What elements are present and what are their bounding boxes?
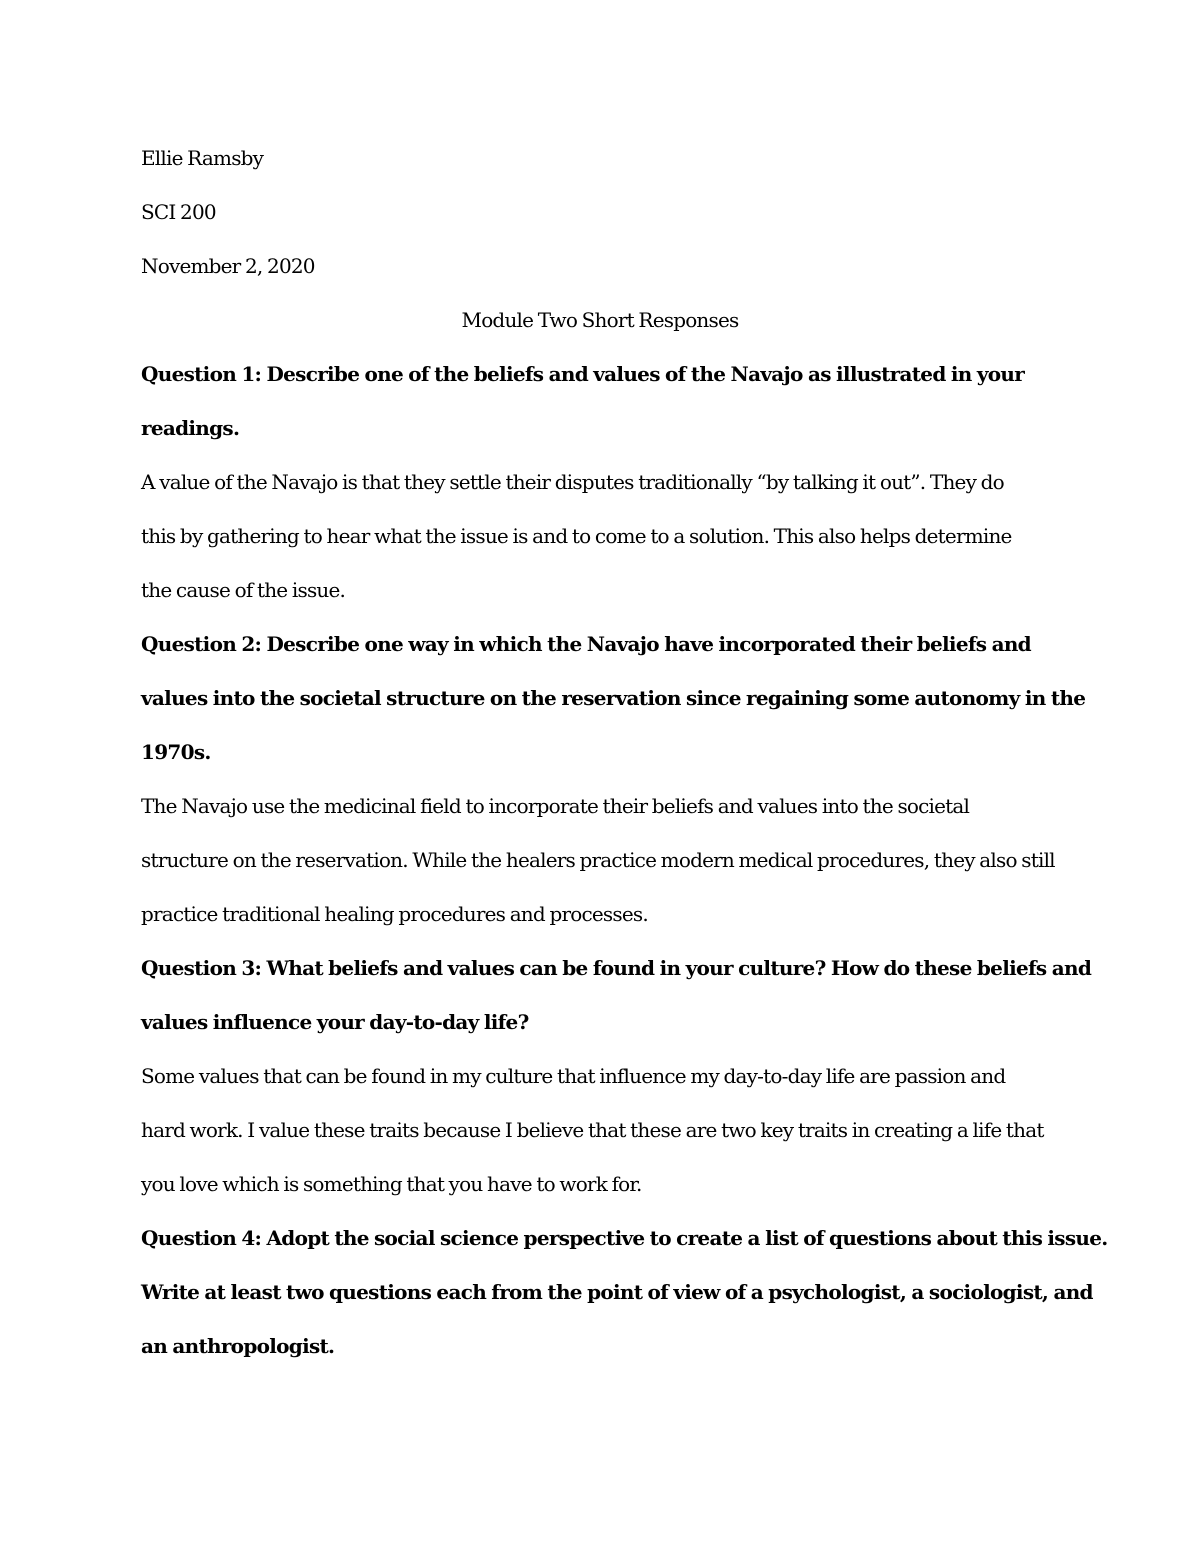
answer-3-line-2: hard work. I value these traits because I believe that these are two key traits in creating a life that (141, 1118, 1044, 1142)
question-2-line-2: values into the societal structure on the reservation since regaining some autonomy in the (141, 686, 1086, 710)
question-section-2 (141, 617, 1086, 941)
answer-3-line-3: you love which is something that you have to work for. (141, 1172, 642, 1196)
answer-2-line-1: The Navajo use the medicinal field to incorporate their beliefs and values into the societal (141, 794, 970, 818)
answer-1-line-3: the cause of the issue. (141, 578, 346, 602)
question-4-line-2: Write at least two questions each from the point of view of a psychologist, a sociologist, and (141, 1280, 1093, 1304)
answer-3-line-1: Some values that can be found in my culture that influence my day-to-day life are passion and (141, 1064, 1006, 1088)
question-3-line-2: values influence your day-to-day life? (141, 1010, 529, 1034)
document-title: Module Two Short Responses (461, 308, 739, 332)
answer-2-line-3: practice traditional healing procedures and processes. (141, 902, 648, 926)
course-code: SCI 200 (141, 200, 216, 224)
document-body (141, 131, 1108, 1373)
author-name: Ellie Ramsby (141, 146, 264, 170)
question-section-3 (141, 941, 1092, 1211)
document-date: November 2, 2020 (141, 254, 315, 278)
question-4-line-1: Question 4: Adopt the social science perspective to create a list of questions about this issue. (141, 1226, 1108, 1250)
question-section-1 (141, 347, 1071, 617)
question-1-line-1: Question 1: Describe one of the beliefs and values of the Navajo as illustrated in your (141, 362, 1025, 386)
question-4-line-3: an anthropologist. (141, 1334, 335, 1358)
answer-1-line-1: A value of the Navajo is that they settle their disputes traditionally “by talking it out”. They do (141, 470, 1004, 494)
question-1-line-2: readings. (141, 416, 240, 440)
answer-1-line-2: this by gathering to hear what the issue is and to come to a solution. This also helps determine (141, 524, 1012, 548)
question-section-4 (141, 1211, 1108, 1373)
question-2-line-3: 1970s. (141, 740, 211, 764)
answer-2-line-2: structure on the reservation. While the healers practice modern medical procedures, they also still (141, 848, 1055, 872)
question-3-line-1: Question 3: What beliefs and values can be found in your culture? How do these beliefs and (141, 956, 1092, 980)
question-2-line-1: Question 2: Describe one way in which the Navajo have incorporated their beliefs and (141, 632, 1031, 656)
